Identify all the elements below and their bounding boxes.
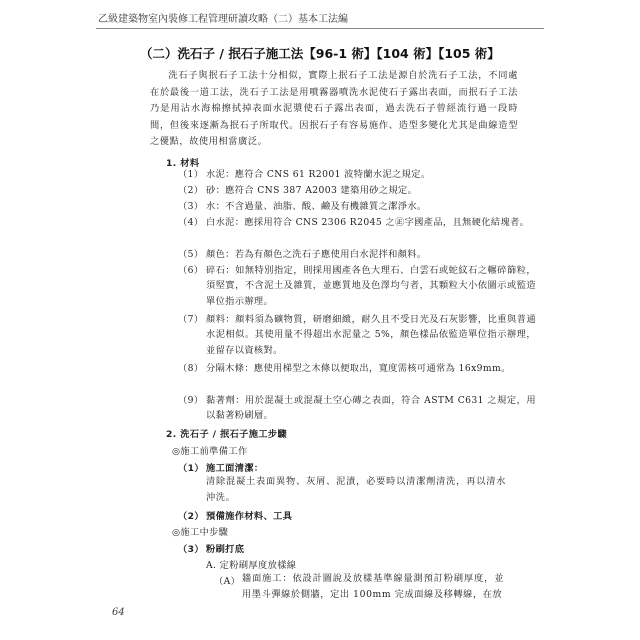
step-number: （3） bbox=[178, 544, 204, 555]
item-text: 黏著劑：用於混凝土或混凝土空心磚之表面，符合 ASTM C631 之規定，用以黏著粉刷層。 bbox=[206, 395, 536, 422]
sub-step-label: A. 定粉刷厚度放樣線 bbox=[206, 560, 297, 571]
item-number: （2） bbox=[178, 185, 204, 196]
item-number: （3） bbox=[178, 201, 204, 212]
item-number: （9） bbox=[178, 395, 204, 406]
item-text: 砂：應符合 CNS 387 A2003 建築用砂之規定。 bbox=[206, 185, 418, 196]
pre-work-label: ◎施工前準備工作 bbox=[172, 446, 248, 457]
item-text: 水泥：應符合 CNS 61 R2001 波特蘭水泥之規定。 bbox=[206, 169, 431, 180]
item-text: 白水泥：應採用符合 CNS 2306 R2045 之㊣字國產品，且無硬化結塊者。 bbox=[206, 217, 530, 228]
item-number: （1） bbox=[178, 169, 204, 180]
intro-paragraph: 洗石子與抿石子工法十分相似，實際上抿石子工法是源自於洗石子工法，不同處在於最後一道工法，洗石子工法是用噴霧器噴洗水泥使石子露出表面，而抿石子工法乃是用沾水海棉擦拭掉表面水泥漿使石子露出表面，過去洗石子曾經流行過一段時間，但後來逐漸為抿石子所取代。因抿石子有容易施作、造型多變化尤其是曲線造型之優點，故使用相當廣泛。 bbox=[150, 70, 518, 148]
item-text: 分隔木條：應使用梯型之木條以便取出，寬度需核可通常為 16x9mm。 bbox=[206, 363, 511, 374]
sub-item-number: （A） bbox=[214, 576, 241, 587]
item-number: （5） bbox=[178, 249, 204, 260]
section-title: （二）洗石子 / 抿石子施工法【96-1 術】【104 術】【105 術】 bbox=[140, 46, 500, 61]
item-text: 顏色：若為有顏色之洗石子應使用白水泥拌和顏料。 bbox=[206, 249, 427, 260]
step-number: （1） bbox=[178, 463, 204, 474]
header-rule bbox=[96, 28, 544, 29]
step-number: （2） bbox=[178, 511, 204, 522]
item-number: （8） bbox=[178, 363, 204, 374]
item-number: （7） bbox=[178, 314, 204, 325]
sub-item-text: 牆面施工：依設計圖說及放樣基準線量測預訂粉刷厚度，並用墨斗彈線於側牆，定出 100mm 完成面線及移轉線，在放 bbox=[242, 573, 504, 600]
step-title: 預備施作材料、工具 bbox=[206, 511, 293, 522]
in-progress-label: ◎施工中步驟 bbox=[172, 527, 229, 538]
step-text: 清除混凝土表面異物、灰屑、泥漬，必要時以清潔劑清洗，再以清水沖洗。 bbox=[206, 476, 506, 503]
running-header: 乙級建築物室內裝修工程管理研讀攻略（二）基本工法編 bbox=[98, 14, 348, 25]
steps-heading: 2. 洗石子 / 抿石子施工步驟 bbox=[166, 429, 288, 440]
item-number: （4） bbox=[178, 217, 204, 228]
item-number: （6） bbox=[178, 265, 204, 276]
step-title: 施工面清潔： bbox=[206, 463, 264, 474]
item-text: 顏料：顏料須為礦物質，研磨細緻，耐久且不受日光及石灰影響，比重與普通水泥相似。其使用量不得超出水泥量之 5%，顏色樣品依監造單位指示辦理，並留存以資核對。 bbox=[206, 314, 536, 356]
page-number: 64 bbox=[112, 607, 125, 618]
item-text: 水：不含過量、油脂、酸、鹼及有機雜質之潔淨水。 bbox=[206, 201, 427, 212]
step-title: 粉刷打底 bbox=[206, 544, 245, 555]
materials-heading: 1. 材料 bbox=[166, 158, 200, 169]
item-text: 碎石：如無特別指定，則採用國產各色大理石、白雲石或蛇紋石之輾碎篩粒，須堅實，不含泥土及雜質，並應質地及色澤均勻者，其顆粒大小依圖示或監造單位指示辦理。 bbox=[206, 265, 536, 307]
